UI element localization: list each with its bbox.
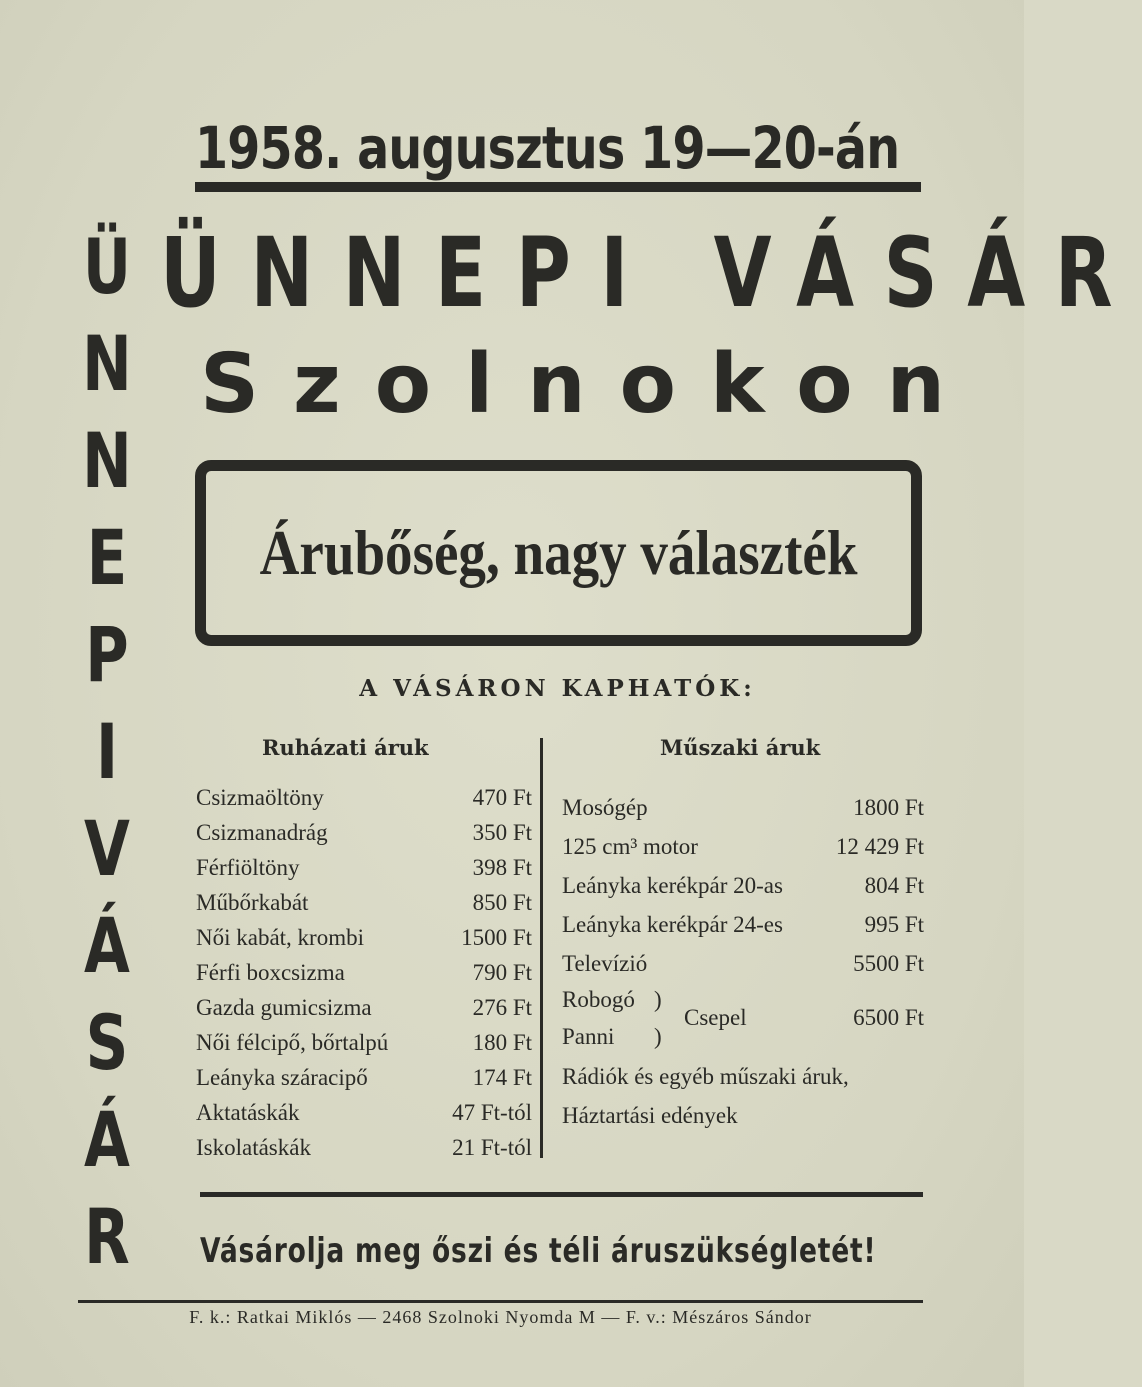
clothing-heading: Ruházati áruk (262, 735, 429, 760)
item-name: Gazda gumicsizma (196, 995, 372, 1020)
item-name: Mosógép (562, 795, 648, 820)
item-price: 276 Ft (472, 995, 532, 1020)
list-item (196, 885, 532, 920)
bottom-rule (200, 1192, 923, 1197)
item-price: 804 Ft (864, 873, 924, 898)
vertical-letter: Á (84, 1095, 130, 1184)
item-price: 398 Ft (472, 855, 532, 880)
list-item (562, 944, 924, 983)
item-price: 1500 Ft (461, 925, 532, 950)
item-price: 1800 Ft (853, 795, 924, 820)
vertical-letter: E (86, 513, 128, 602)
item-name: Férfiöltöny (196, 855, 300, 880)
call-to-action: Vásárolja meg őszi és téli áruszükségletét! (200, 1231, 877, 1271)
technical-list (562, 788, 924, 1135)
item-price: 5500 Ft (853, 951, 924, 976)
item-name: Televízió (562, 951, 648, 976)
list-item (196, 1060, 532, 1095)
extra-line (562, 1057, 924, 1096)
item-price: 850 Ft (472, 890, 532, 915)
list-item (196, 815, 532, 850)
printer-imprint: F. k.: Ratkai Miklós — 2468 Szolnoki Nyomda M — F. v.: Mészáros Sándor (189, 1307, 812, 1327)
technical-heading: Műszaki áruk (660, 735, 821, 760)
moped-entry (562, 983, 924, 1057)
vertical-letter: Á (84, 901, 130, 990)
item-name: Csizmanadrág (196, 820, 328, 845)
list-item (196, 1130, 532, 1165)
moped-model-robogo: Robogó (562, 987, 635, 1012)
item-name: Női kabát, krombi (196, 925, 364, 950)
moped-bracket: ) (654, 987, 662, 1012)
item-price: 350 Ft (472, 820, 532, 845)
event-date: 1958. augusztus 19—20-án (195, 114, 900, 182)
city-name: Szolnokon (200, 337, 979, 432)
list-item (562, 905, 924, 944)
item-name: Női félcipő, bőrtalpú (196, 1030, 389, 1055)
list-item (196, 850, 532, 885)
moped-model-panni: Panni (562, 1024, 615, 1049)
extra-line (562, 1096, 924, 1135)
item-name: Csizmaöltöny (196, 785, 324, 810)
footer-rule (78, 1300, 923, 1303)
item-name: Leányka kerékpár 20-as (562, 873, 783, 898)
vertical-letter: V (84, 804, 130, 893)
column-divider (540, 738, 543, 1158)
item-price: 790 Ft (472, 960, 532, 985)
item-price: 21 Ft-tól (452, 1135, 532, 1160)
item-name: Műbőrkabát (196, 890, 309, 915)
item-name: Leányka száracipő (196, 1065, 368, 1090)
item-price: 174 Ft (472, 1065, 532, 1090)
item-price: 470 Ft (472, 785, 532, 810)
vertical-letter: S (85, 998, 129, 1087)
list-item (196, 990, 532, 1025)
slogan: Árubőség, nagy választék (259, 517, 858, 588)
item-name: Iskolatáskák (196, 1135, 311, 1160)
list-item (196, 920, 532, 955)
item-price: 180 Ft (472, 1030, 532, 1055)
slogan-box (195, 460, 922, 646)
vertical-letter: Ü (82, 222, 132, 311)
clothing-list (196, 780, 532, 1165)
vertical-letter: N (82, 319, 132, 408)
vertical-letter: I (95, 707, 119, 796)
headline: ÜNNEPI VÁSÁR (160, 217, 1142, 329)
date-underline (195, 182, 921, 192)
list-item (196, 1095, 532, 1130)
list-item (196, 780, 532, 815)
vertical-letter: P (85, 610, 129, 699)
item-name: 125 cm³ motor (562, 834, 698, 859)
item-price: 47 Ft-tól (452, 1100, 532, 1125)
moped-price: 6500 Ft (853, 1005, 924, 1030)
extra-text: Rádiók és egyéb műszaki áruk, (562, 1064, 849, 1089)
item-name: Férfi boxcsizma (196, 960, 345, 985)
list-item (562, 788, 924, 827)
list-item (562, 866, 924, 905)
list-item (196, 1025, 532, 1060)
vertical-letter: N (82, 416, 132, 505)
item-price: 995 Ft (864, 912, 924, 937)
extra-text: Háztartási edények (562, 1103, 738, 1128)
list-item (562, 827, 924, 866)
moped-brand: Csepel (684, 1005, 747, 1030)
list-item (196, 955, 532, 990)
available-heading: A VÁSÁRON KAPHATÓK: (359, 675, 756, 702)
vertical-letter: R (84, 1192, 130, 1281)
item-name: Leányka kerékpár 24-es (562, 912, 783, 937)
item-name: Aktatáskák (196, 1100, 300, 1125)
moped-bracket: ) (654, 1024, 662, 1049)
item-price: 12 429 Ft (835, 834, 924, 859)
vertical-title (72, 218, 142, 1285)
